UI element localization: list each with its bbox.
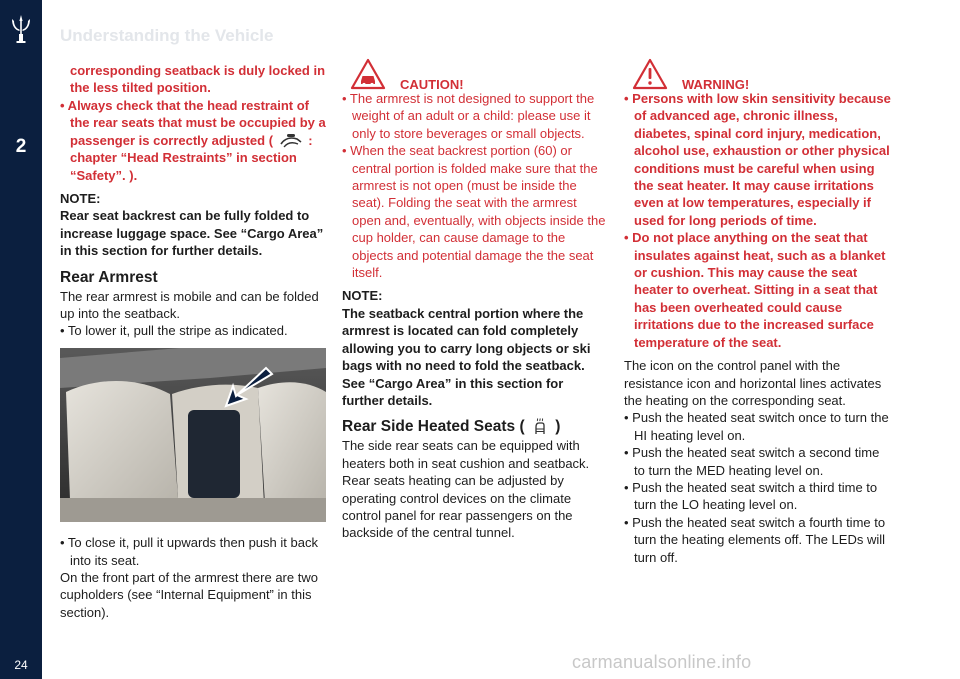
watermark-text: carmanualsonline.info	[572, 652, 752, 672]
caution-bullet: • When the seat backrest portion (60) or central portion is folded make sure that the armrest is not open (must be inside the seat). Folding the seat with the armrest open and, eventually, with objects inside the cup holder, can cause damage to the objects and potential damage the the seat itself.	[342, 143, 606, 281]
list-item: • Push the heated seat switch a third time to turn the LO heating level on.	[624, 479, 878, 513]
column-1	[60, 62, 326, 621]
list-item: • Push the heated seat switch a second time to turn the MED heating level on.	[624, 445, 880, 478]
warning-bullet-head-restraint: • Always check that the head restraint of the rear seats that must be occupied by a passenger is correctly adjusted ( : chapter “Head Restraints” in section “Safety”. ).	[60, 97, 326, 183]
column-3	[624, 62, 892, 566]
list-item: • To lower it, pull the stripe as indicated.	[60, 323, 288, 339]
section-heading-heated-seats: Rear Side Heated Seats ( )	[342, 418, 561, 436]
note-text: Rear seat backrest can be fully folded to increase luggage space. See “Cargo Area” in this section for further details.	[60, 208, 324, 259]
warning-continuation: corresponding seatback is duly locked in the less tilted position.	[70, 63, 326, 96]
column-2	[342, 62, 608, 542]
caution-title: CAUTION!	[400, 77, 464, 92]
paragraph: The side rear seats can be equipped with heaters both in seat cushion and seatback.	[342, 438, 590, 471]
chapter-number: 2	[15, 136, 27, 157]
caution-header	[342, 62, 608, 90]
paragraph: On the front part of the armrest there are two cupholders (see “Internal Equipment” in this section).	[60, 570, 318, 620]
trident-logo-icon	[9, 14, 33, 44]
warning-exclamation-icon	[632, 58, 668, 90]
warning-bullet: • Persons with low skin sensitivity because of advanced age, chronic illness, diabetes, spinal cord injury, medication, alcohol use, exhaustion or other physical conditions must be careful when using the seat heater. It may cause irritations even at low temperatures, especially if used for long periods of time.	[624, 91, 891, 228]
note-label: NOTE:	[60, 191, 101, 206]
note-text: The seatback central portion where the armrest is located can fold completely allowing you to carry long objects or ski bags with no need to fold the seatback. See “Cargo Area” in this section for further details.	[342, 305, 591, 408]
paragraph: The icon on the control panel with the resistance icon and horizontal lines activates the heating on the corresponding seat.	[624, 358, 882, 408]
warning-header	[624, 62, 892, 90]
rear-seat-armrest-photo	[60, 348, 326, 522]
sidebar	[0, 0, 42, 679]
caution-car-icon	[350, 58, 386, 90]
list-item: • To close it, pull it upwards then push it back into its seat.	[60, 535, 318, 568]
paragraph: Rear seats heating can be adjusted by operating control devices on the climate control panel for rear passengers on the backside of the central tunnel.	[342, 473, 573, 541]
head-restraint-icon	[279, 133, 303, 149]
list-item: • Push the heated seat switch a fourth time to turn the heating elements off. The LEDs will turn off.	[624, 514, 886, 565]
warning-title: WARNING!	[682, 77, 750, 92]
page-number: 24	[14, 658, 28, 672]
warning-bullet: • Do not place anything on the seat that insulates against heat, such as a blanket or cushion. This may cause the seat heater to overheat. Sitting in a seat that has been overheated could cause irritations due to the increased surface temperature of the seat.	[624, 230, 886, 350]
section-heading-rear-armrest: Rear Armrest	[60, 268, 158, 286]
paragraph: The rear armrest is mobile and can be folded up into the seatback.	[60, 288, 319, 322]
caution-bullet: • The armrest is not designed to support the weight of an adult or a child: please use it only to store beverages or small objects.	[342, 91, 595, 141]
note-label: NOTE:	[342, 288, 383, 304]
page-header-title: Understanding the Vehicle	[60, 26, 274, 45]
list-item: • Push the heated seat switch once to turn the HI heating level on.	[624, 410, 889, 443]
heated-seat-icon	[531, 418, 549, 436]
